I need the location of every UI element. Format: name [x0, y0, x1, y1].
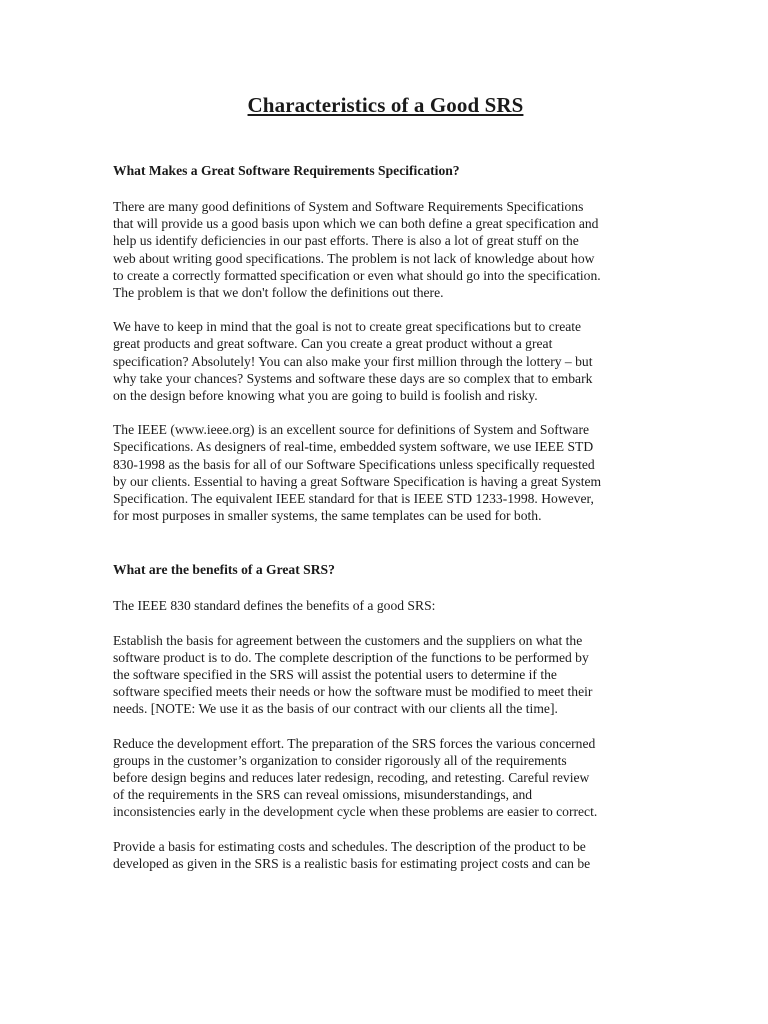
- text-line: for most purposes in smaller systems, the same templates can be used for both.: [113, 508, 542, 524]
- text-line: software specified meets their needs or how the software must be modified to meet their: [113, 684, 593, 700]
- text-line: Provide a basis for estimating costs and schedules. The description of the product to be: [113, 838, 586, 854]
- text-line: to create a correctly formatted specification or even what should go into the specification.: [113, 267, 601, 283]
- text-line: on the design before knowing what you are going to build is foolish and risky.: [113, 388, 538, 404]
- text-line: Specifications. As designers of real-time, embedded system software, we use IEEE STD: [113, 439, 594, 455]
- text-line: before design begins and reduces later redesign, recoding, and retesting. Careful review: [113, 770, 590, 786]
- text-line: Reduce the development effort. The preparation of the SRS forces the various concerned: [113, 735, 596, 751]
- text-line: needs. [NOTE: We use it as the basis of our contract with our clients all the time].: [113, 701, 558, 717]
- paragraph-estimating-costs: [113, 838, 658, 872]
- section-heading-benefits: What are the benefits of a Great SRS?: [113, 562, 335, 578]
- text-line: groups in the customer’s organization to consider rigorously all of the requirements: [113, 752, 567, 768]
- text-line: 830-1998 as the basis for all of our Software Specifications unless specifically requested: [113, 456, 595, 472]
- text-line: specification? Absolutely! You can also make your first million through the lottery – but: [113, 353, 593, 369]
- text-line: great products and great software. Can you create a great product without a great: [113, 336, 553, 352]
- text-line: developed as given in the SRS is a realistic basis for estimating project costs and can be: [113, 855, 591, 871]
- section-heading-great-srs: What Makes a Great Software Requirements Specification?: [113, 163, 460, 178]
- text-line: The IEEE 830 standard defines the benefits of a good SRS:: [113, 598, 436, 614]
- text-line: There are many good definitions of System and Software Requirements Specifications: [113, 199, 584, 214]
- text-line: why take your chances? Systems and software these days are so complex that to embark: [113, 370, 593, 386]
- section-spacer: [113, 541, 658, 561]
- text-line: that will provide us a good basis upon which we can both define a great specification and: [113, 216, 599, 232]
- text-line: We have to keep in mind that the goal is not to create great specifications but to create: [113, 319, 582, 335]
- text-line: software product is to do. The complete description of the functions to be performed by: [113, 649, 589, 665]
- text-line: help us identify deficiencies in our past efforts. There is also a lot of great stuff on the: [113, 233, 579, 249]
- text-line: by our clients. Essential to having a great Software Specification is having a great System: [113, 473, 602, 489]
- text-line: The problem is that we don't follow the definitions out there.: [113, 285, 444, 301]
- paragraph-ieee: [113, 421, 658, 524]
- paragraph-agreement: [113, 632, 658, 718]
- text-line: inconsistencies early in the development cycle when these problems are easier to correct.: [113, 804, 598, 820]
- text-line: Establish the basis for agreement between the customers and the suppliers on what the: [113, 632, 583, 648]
- paragraph-development-effort: [113, 735, 658, 821]
- document-page: [113, 92, 658, 889]
- text-line: web about writing good specifications. The problem is not lack of knowledge about how: [113, 250, 595, 266]
- paragraph-ieee830: [113, 597, 658, 614]
- page-title: Characteristics of a Good SRS: [247, 93, 524, 117]
- text-line: of the requirements in the SRS can reveal omissions, misunderstandings, and: [113, 787, 533, 803]
- paragraph-definitions: [113, 198, 658, 301]
- text-line: the software specified in the SRS will assist the potential users to determine if the: [113, 667, 557, 683]
- paragraph-goal: [113, 318, 658, 404]
- text-line: Specification. The equivalent IEEE standard for that is IEEE STD 1233-1998. However,: [113, 491, 594, 507]
- text-line: The IEEE (www.ieee.org) is an excellent source for definitions of System and Software: [113, 422, 590, 438]
